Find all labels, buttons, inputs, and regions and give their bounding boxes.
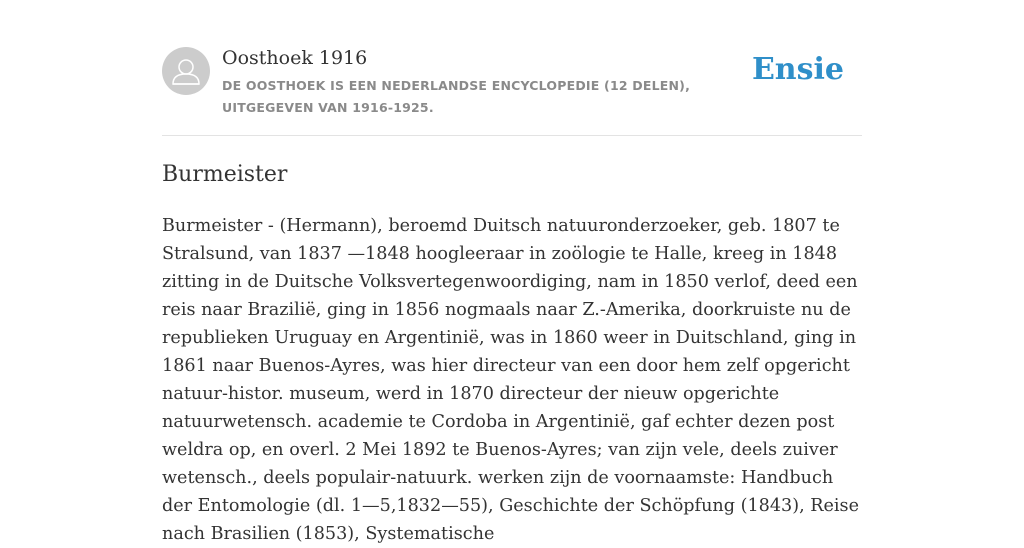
entry-title: Burmeister <box>162 162 288 187</box>
entry-body: Burmeister - (Hermann), beroemd Duitsch natuuronderzoeker, geb. 1807 te Stralsund, van 1837 —1848 hoogleeraar in zoölogie te Halle, kreeg in 1848 zitting in de Duitsche Volksvertegenwoordiging, nam in 1850 verlof, deed een reis naar Brazilië, ging in 1856 nogmaals naar Z.-Amerika, doorkruiste nu de republieken Uruguay en Argentinië, was in 1860 weer in Duitschland, ging in 1861 naar Buenos-Ayres, was hier directeur van een door hem zelf opgericht natuur-histor. museum, werd in 1870 directeur der nieuw opgerichte natuurwetensch. academie te Cordoba in Argentinië, gaf echter dezen post weldra op, en overl. 2 Mei 1892 te Buenos-Ayres; van zijn vele, deels zuiver wetensch., deels populair-natuurk. werken zijn de voornaamste: Handbuch der Entomologie (dl. 1—5,1832—55), Geschichte der Schöpfung (1843), Reise nach Brasilien (1853), Systematische <box>162 216 859 544</box>
ensie-logo-link[interactable]: Ensie <box>751 52 844 87</box>
source-header <box>162 0 862 136</box>
source-info <box>222 46 762 119</box>
source-description: DE OOSTHOEK IS EEN NEDERLANDSE ENCYCLOPEDIE (12 DELEN), UITGEGEVEN VAN 1916-1925. <box>222 78 691 115</box>
source-avatar[interactable] <box>162 47 210 95</box>
source-title[interactable]: Oosthoek 1916 <box>222 47 368 69</box>
page <box>162 0 862 544</box>
user-icon <box>162 47 210 95</box>
